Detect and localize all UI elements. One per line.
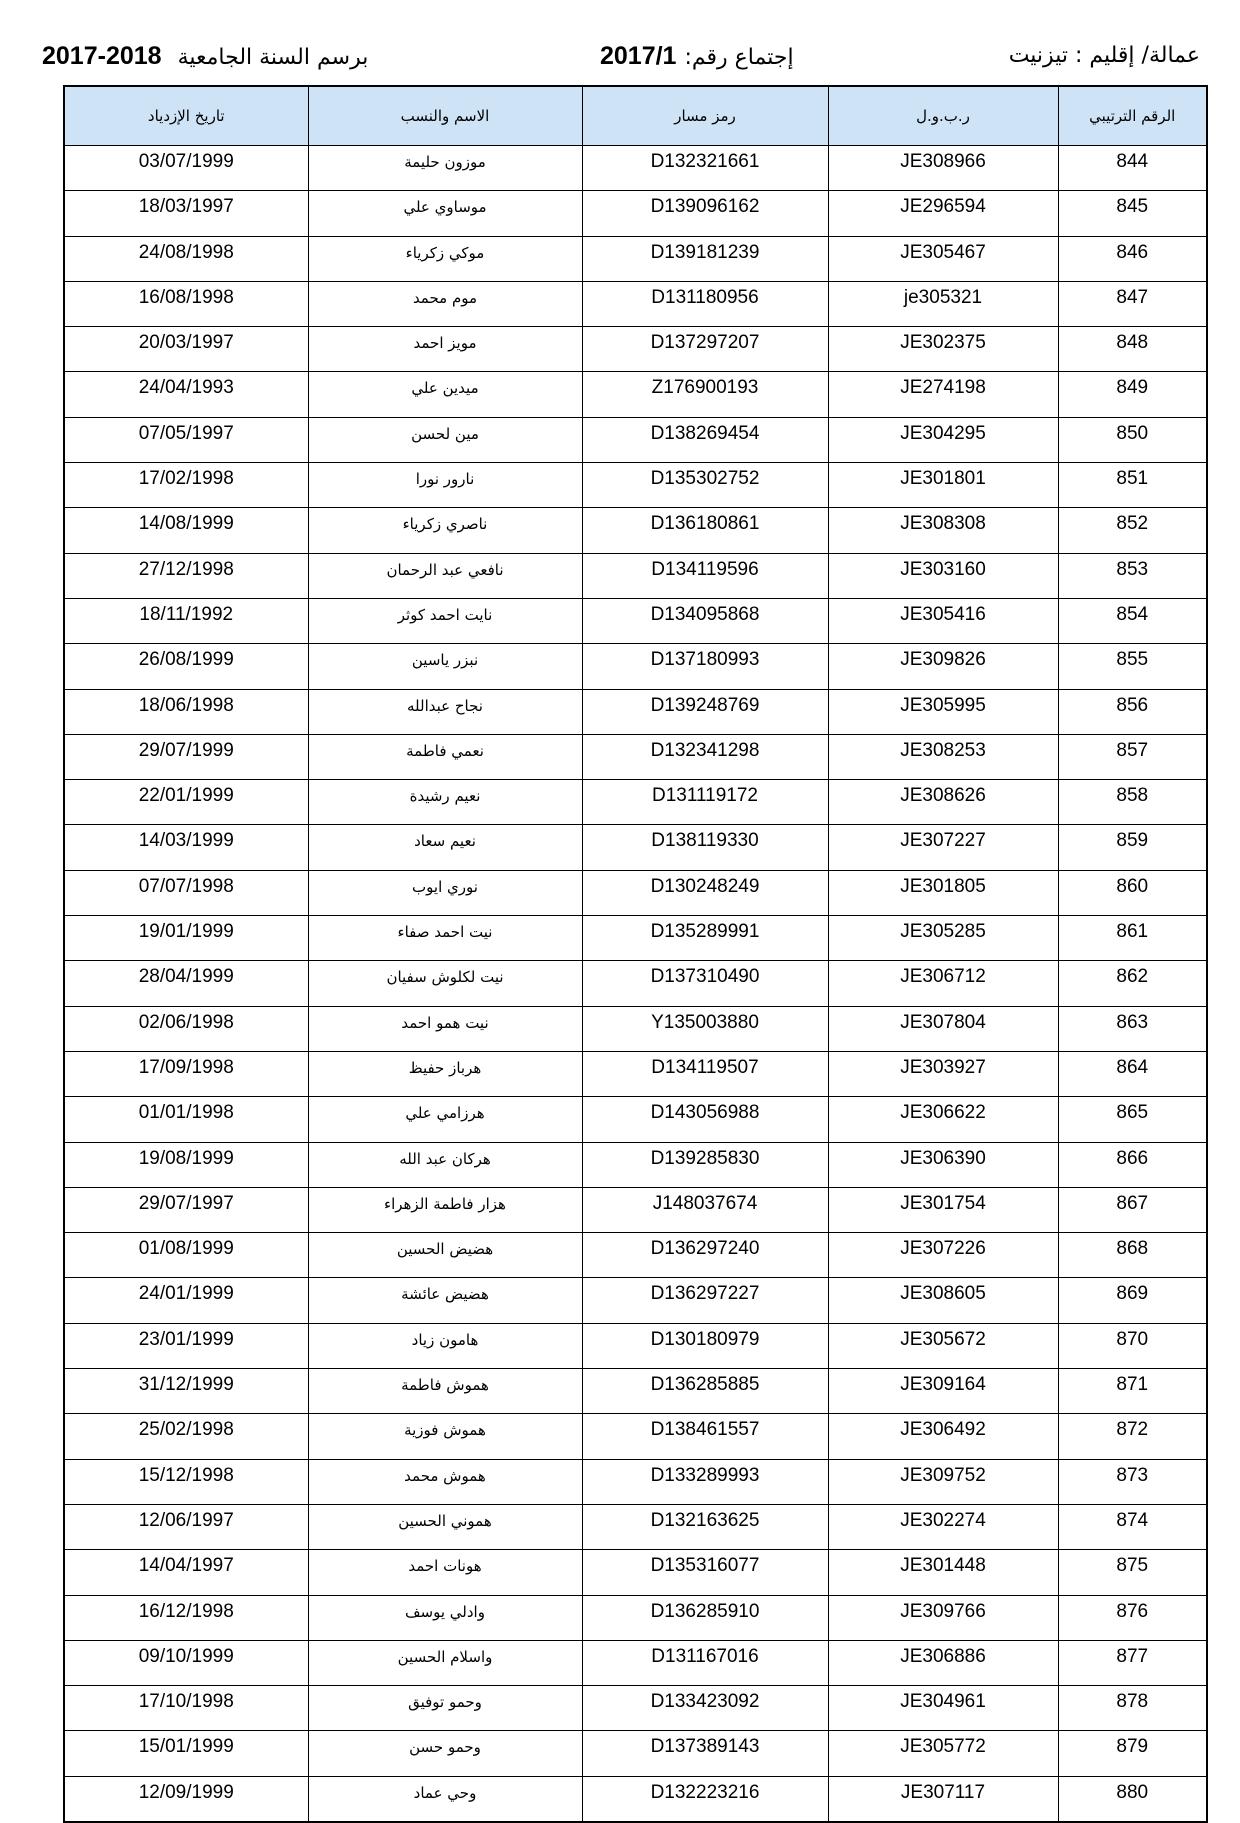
table-row <box>64 825 1207 870</box>
cell-dob: 16/08/1998 <box>64 281 308 326</box>
cell-name: هونات احمد <box>308 1550 582 1595</box>
cell-massar: D132163625 <box>582 1504 828 1549</box>
cell-cin: JE301805 <box>828 870 1058 915</box>
cell-dob: 02/06/1998 <box>64 1006 308 1051</box>
cell-massar: D132321661 <box>582 146 828 191</box>
cell-dob: 12/06/1997 <box>64 1504 308 1549</box>
cell-cin: JE304961 <box>828 1686 1058 1731</box>
table-row <box>64 1686 1207 1731</box>
cell-massar: Y135003880 <box>582 1006 828 1051</box>
cell-massar: D137297207 <box>582 327 828 372</box>
table-row <box>64 553 1207 598</box>
cell-cin: JE306492 <box>828 1414 1058 1459</box>
cell-cin: JE308626 <box>828 780 1058 825</box>
cell-dob: 27/12/1998 <box>64 553 308 598</box>
table-row <box>64 916 1207 961</box>
cell-rank: 868 <box>1058 1233 1207 1278</box>
cell-rank: 875 <box>1058 1550 1207 1595</box>
cell-cin: JE306712 <box>828 961 1058 1006</box>
cell-massar: D132223216 <box>582 1776 828 1822</box>
cell-rank: 862 <box>1058 961 1207 1006</box>
cell-massar: D143056988 <box>582 1097 828 1142</box>
cell-cin: JE274198 <box>828 372 1058 417</box>
cell-cin: JE306622 <box>828 1097 1058 1142</box>
cell-rank: 872 <box>1058 1414 1207 1459</box>
cell-rank: 856 <box>1058 689 1207 734</box>
cell-rank: 863 <box>1058 1006 1207 1051</box>
cell-name: هضيض عائشة <box>308 1278 582 1323</box>
academic-year-value: 2018-2017 <box>42 42 162 70</box>
cell-massar: D134119596 <box>582 553 828 598</box>
cell-rank: 865 <box>1058 1097 1207 1142</box>
cell-cin: je305321 <box>828 281 1058 326</box>
academic-year <box>42 36 368 79</box>
cell-massar: D139181239 <box>582 236 828 281</box>
cell-rank: 851 <box>1058 463 1207 508</box>
cell-rank: 850 <box>1058 417 1207 462</box>
students-table <box>63 85 1208 1823</box>
cell-cin: JE307117 <box>828 1776 1058 1822</box>
cell-dob: 20/03/1997 <box>64 327 308 372</box>
table-row <box>64 1459 1207 1504</box>
cell-dob: 23/01/1999 <box>64 1323 308 1368</box>
cell-massar: D138461557 <box>582 1414 828 1459</box>
cell-name: هزار فاطمة الزهراء <box>308 1187 582 1232</box>
cell-name: ناصري زكرياء <box>308 508 582 553</box>
header-name: الاسم والنسب <box>308 86 582 146</box>
cell-name: نبزر ياسين <box>308 644 582 689</box>
cell-rank: 857 <box>1058 734 1207 779</box>
table-row <box>64 191 1207 236</box>
table-row <box>64 644 1207 689</box>
cell-name: مين لحسن <box>308 417 582 462</box>
cell-dob: 01/01/1998 <box>64 1097 308 1142</box>
cell-dob: 24/01/1999 <box>64 1278 308 1323</box>
cell-cin: JE305772 <box>828 1731 1058 1776</box>
table-row <box>64 1187 1207 1232</box>
cell-dob: 22/01/1999 <box>64 780 308 825</box>
cell-name: هموش محمد <box>308 1459 582 1504</box>
cell-massar: D132341298 <box>582 734 828 779</box>
cell-name: نعيم سعاد <box>308 825 582 870</box>
header-massar: رمز مسار <box>582 86 828 146</box>
table-row <box>64 734 1207 779</box>
cell-rank: 844 <box>1058 146 1207 191</box>
cell-dob: 17/10/1998 <box>64 1686 308 1731</box>
cell-massar: D134119507 <box>582 1051 828 1096</box>
cell-massar: D131119172 <box>582 780 828 825</box>
table-row <box>64 1504 1207 1549</box>
cell-name: نعمي فاطمة <box>308 734 582 779</box>
cell-name: نعيم رشيدة <box>308 780 582 825</box>
table-row <box>64 1233 1207 1278</box>
meeting-value: 2017/1 <box>600 42 677 70</box>
cell-dob: 29/07/1997 <box>64 1187 308 1232</box>
cell-cin: JE303927 <box>828 1051 1058 1096</box>
cell-dob: 07/07/1998 <box>64 870 308 915</box>
cell-rank: 858 <box>1058 780 1207 825</box>
cell-dob: 17/09/1998 <box>64 1051 308 1096</box>
cell-name: هموني الحسين <box>308 1504 582 1549</box>
cell-dob: 14/04/1997 <box>64 1550 308 1595</box>
cell-name: موساوي علي <box>308 191 582 236</box>
cell-name: نجاح عبدالله <box>308 689 582 734</box>
cell-dob: 18/11/1992 <box>64 598 308 643</box>
table-row <box>64 598 1207 643</box>
cell-cin: JE307226 <box>828 1233 1058 1278</box>
table-row <box>64 961 1207 1006</box>
cell-massar: D136297240 <box>582 1233 828 1278</box>
region-title <box>1009 36 1200 77</box>
table-row <box>64 1323 1207 1368</box>
cell-cin: JE302375 <box>828 327 1058 372</box>
cell-massar: D136285885 <box>582 1369 828 1414</box>
cell-massar: D130248249 <box>582 870 828 915</box>
cell-cin: JE305467 <box>828 236 1058 281</box>
cell-name: وادلي يوسف <box>308 1595 582 1640</box>
cell-rank: 846 <box>1058 236 1207 281</box>
table-row <box>64 236 1207 281</box>
cell-massar: D136285910 <box>582 1595 828 1640</box>
table-row <box>64 870 1207 915</box>
cell-cin: JE308308 <box>828 508 1058 553</box>
cell-rank: 874 <box>1058 1504 1207 1549</box>
cell-rank: 861 <box>1058 916 1207 961</box>
cell-rank: 845 <box>1058 191 1207 236</box>
table-row <box>64 1595 1207 1640</box>
table-row <box>64 1006 1207 1051</box>
cell-name: موم محمد <box>308 281 582 326</box>
cell-cin: JE305285 <box>828 916 1058 961</box>
table-row <box>64 1142 1207 1187</box>
table-row <box>64 1550 1207 1595</box>
cell-cin: JE305672 <box>828 1323 1058 1368</box>
cell-name: نوري ايوب <box>308 870 582 915</box>
cell-cin: JE301448 <box>828 1550 1058 1595</box>
table-row <box>64 417 1207 462</box>
cell-cin: JE307804 <box>828 1006 1058 1051</box>
cell-name: نيت احمد صفاء <box>308 916 582 961</box>
cell-rank: 849 <box>1058 372 1207 417</box>
cell-dob: 15/12/1998 <box>64 1459 308 1504</box>
cell-name: هركان عبد الله <box>308 1142 582 1187</box>
table-row <box>64 1776 1207 1822</box>
cell-rank: 853 <box>1058 553 1207 598</box>
cell-massar: D135302752 <box>582 463 828 508</box>
cell-massar: D139285830 <box>582 1142 828 1187</box>
cell-dob: 12/09/1999 <box>64 1776 308 1822</box>
cell-rank: 847 <box>1058 281 1207 326</box>
cell-massar: D136297227 <box>582 1278 828 1323</box>
cell-name: ميدين علي <box>308 372 582 417</box>
cell-massar: D135316077 <box>582 1550 828 1595</box>
cell-name: نافعي عبد الرحمان <box>308 553 582 598</box>
cell-cin: JE296594 <box>828 191 1058 236</box>
cell-massar: Z176900193 <box>582 372 828 417</box>
cell-rank: 860 <box>1058 870 1207 915</box>
cell-rank: 852 <box>1058 508 1207 553</box>
cell-massar: D134095868 <box>582 598 828 643</box>
cell-rank: 855 <box>1058 644 1207 689</box>
cell-dob: 19/01/1999 <box>64 916 308 961</box>
cell-massar: D135289991 <box>582 916 828 961</box>
cell-name: نيت لكلوش سفيان <box>308 961 582 1006</box>
table-header-row <box>64 86 1207 146</box>
cell-dob: 16/12/1998 <box>64 1595 308 1640</box>
header-dob: تاريخ الإزدياد <box>64 86 308 146</box>
table-row <box>64 327 1207 372</box>
cell-name: نايت احمد كوثر <box>308 598 582 643</box>
cell-name: هرزامي علي <box>308 1097 582 1142</box>
cell-massar: D137180993 <box>582 644 828 689</box>
cell-rank: 869 <box>1058 1278 1207 1323</box>
cell-cin: JE301801 <box>828 463 1058 508</box>
cell-rank: 866 <box>1058 1142 1207 1187</box>
cell-cin: JE306390 <box>828 1142 1058 1187</box>
cell-cin: JE309752 <box>828 1459 1058 1504</box>
meeting-label: إجتماع رقم: <box>684 45 794 70</box>
header-rank: الرقم الترتيبي <box>1058 86 1207 146</box>
cell-massar: D133289993 <box>582 1459 828 1504</box>
cell-massar: D137389143 <box>582 1731 828 1776</box>
cell-massar: D136180861 <box>582 508 828 553</box>
cell-name: وحمو حسن <box>308 1731 582 1776</box>
cell-massar: D137310490 <box>582 961 828 1006</box>
table-row <box>64 1278 1207 1323</box>
cell-name: موكي زكرياء <box>308 236 582 281</box>
cell-rank: 877 <box>1058 1640 1207 1685</box>
table-row <box>64 372 1207 417</box>
cell-rank: 876 <box>1058 1595 1207 1640</box>
cell-rank: 879 <box>1058 1731 1207 1776</box>
cell-name: هامون زياد <box>308 1323 582 1368</box>
table-row <box>64 1414 1207 1459</box>
cell-dob: 14/08/1999 <box>64 508 308 553</box>
cell-massar: D138269454 <box>582 417 828 462</box>
table-body <box>64 146 1207 1822</box>
cell-dob: 31/12/1999 <box>64 1369 308 1414</box>
cell-cin: JE308253 <box>828 734 1058 779</box>
table-row <box>64 1051 1207 1096</box>
cell-dob: 24/04/1993 <box>64 372 308 417</box>
cell-dob: 25/02/1998 <box>64 1414 308 1459</box>
cell-massar: D131180956 <box>582 281 828 326</box>
cell-name: وحي عماد <box>308 1776 582 1822</box>
cell-rank: 859 <box>1058 825 1207 870</box>
cell-massar: D138119330 <box>582 825 828 870</box>
cell-cin: JE305416 <box>828 598 1058 643</box>
cell-name: نيت همو احمد <box>308 1006 582 1051</box>
table-row <box>64 281 1207 326</box>
cell-massar: D130180979 <box>582 1323 828 1368</box>
table-row <box>64 463 1207 508</box>
cell-dob: 07/05/1997 <box>64 417 308 462</box>
cell-dob: 17/02/1998 <box>64 463 308 508</box>
table-row <box>64 508 1207 553</box>
cell-cin: JE308605 <box>828 1278 1058 1323</box>
cell-dob: 24/08/1998 <box>64 236 308 281</box>
cell-dob: 18/06/1998 <box>64 689 308 734</box>
cell-massar: D131167016 <box>582 1640 828 1685</box>
table-row <box>64 146 1207 191</box>
cell-name: هموش فاطمة <box>308 1369 582 1414</box>
academic-year-label: برسم السنة الجامعية <box>177 45 369 70</box>
cell-cin: JE308966 <box>828 146 1058 191</box>
region-label: عمالة/ إقليم : تيزنيت <box>1008 43 1200 68</box>
cell-cin: JE309164 <box>828 1369 1058 1414</box>
cell-dob: 03/07/1999 <box>64 146 308 191</box>
cell-rank: 871 <box>1058 1369 1207 1414</box>
cell-rank: 864 <box>1058 1051 1207 1096</box>
cell-rank: 878 <box>1058 1686 1207 1731</box>
cell-dob: 15/01/1999 <box>64 1731 308 1776</box>
cell-rank: 873 <box>1058 1459 1207 1504</box>
cell-massar: D133423092 <box>582 1686 828 1731</box>
cell-name: هموش فوزية <box>308 1414 582 1459</box>
table-row <box>64 1640 1207 1685</box>
cell-dob: 14/03/1999 <box>64 825 308 870</box>
table-row <box>64 689 1207 734</box>
cell-cin: JE306886 <box>828 1640 1058 1685</box>
cell-rank: 870 <box>1058 1323 1207 1368</box>
cell-cin: JE307227 <box>828 825 1058 870</box>
cell-name: موزون حليمة <box>308 146 582 191</box>
header-cin: ر.ب.و.ل <box>828 86 1058 146</box>
cell-dob: 01/08/1999 <box>64 1233 308 1278</box>
cell-dob: 18/03/1997 <box>64 191 308 236</box>
cell-dob: 29/07/1999 <box>64 734 308 779</box>
cell-cin: JE302274 <box>828 1504 1058 1549</box>
cell-massar: D139248769 <box>582 689 828 734</box>
cell-cin: JE303160 <box>828 553 1058 598</box>
cell-dob: 19/08/1999 <box>64 1142 308 1187</box>
cell-name: هرباز حفيظ <box>308 1051 582 1096</box>
cell-cin: JE309826 <box>828 644 1058 689</box>
cell-rank: 867 <box>1058 1187 1207 1232</box>
cell-massar: D139096162 <box>582 191 828 236</box>
cell-cin: JE304295 <box>828 417 1058 462</box>
cell-name: هضيض الحسين <box>308 1233 582 1278</box>
document-header <box>40 36 1200 76</box>
cell-rank: 880 <box>1058 1776 1207 1822</box>
cell-dob: 09/10/1999 <box>64 1640 308 1685</box>
cell-dob: 28/04/1999 <box>64 961 308 1006</box>
cell-name: نارور نورا <box>308 463 582 508</box>
cell-name: مويز احمد <box>308 327 582 372</box>
cell-cin: JE309766 <box>828 1595 1058 1640</box>
cell-rank: 854 <box>1058 598 1207 643</box>
cell-cin: JE301754 <box>828 1187 1058 1232</box>
cell-cin: JE305995 <box>828 689 1058 734</box>
cell-massar: J148037674 <box>582 1187 828 1232</box>
table-row <box>64 1369 1207 1414</box>
meeting-number <box>600 36 794 79</box>
cell-rank: 848 <box>1058 327 1207 372</box>
table-row <box>64 780 1207 825</box>
cell-dob: 26/08/1999 <box>64 644 308 689</box>
cell-name: وحمو توفيق <box>308 1686 582 1731</box>
table-row <box>64 1097 1207 1142</box>
cell-name: واسلام الحسين <box>308 1640 582 1685</box>
